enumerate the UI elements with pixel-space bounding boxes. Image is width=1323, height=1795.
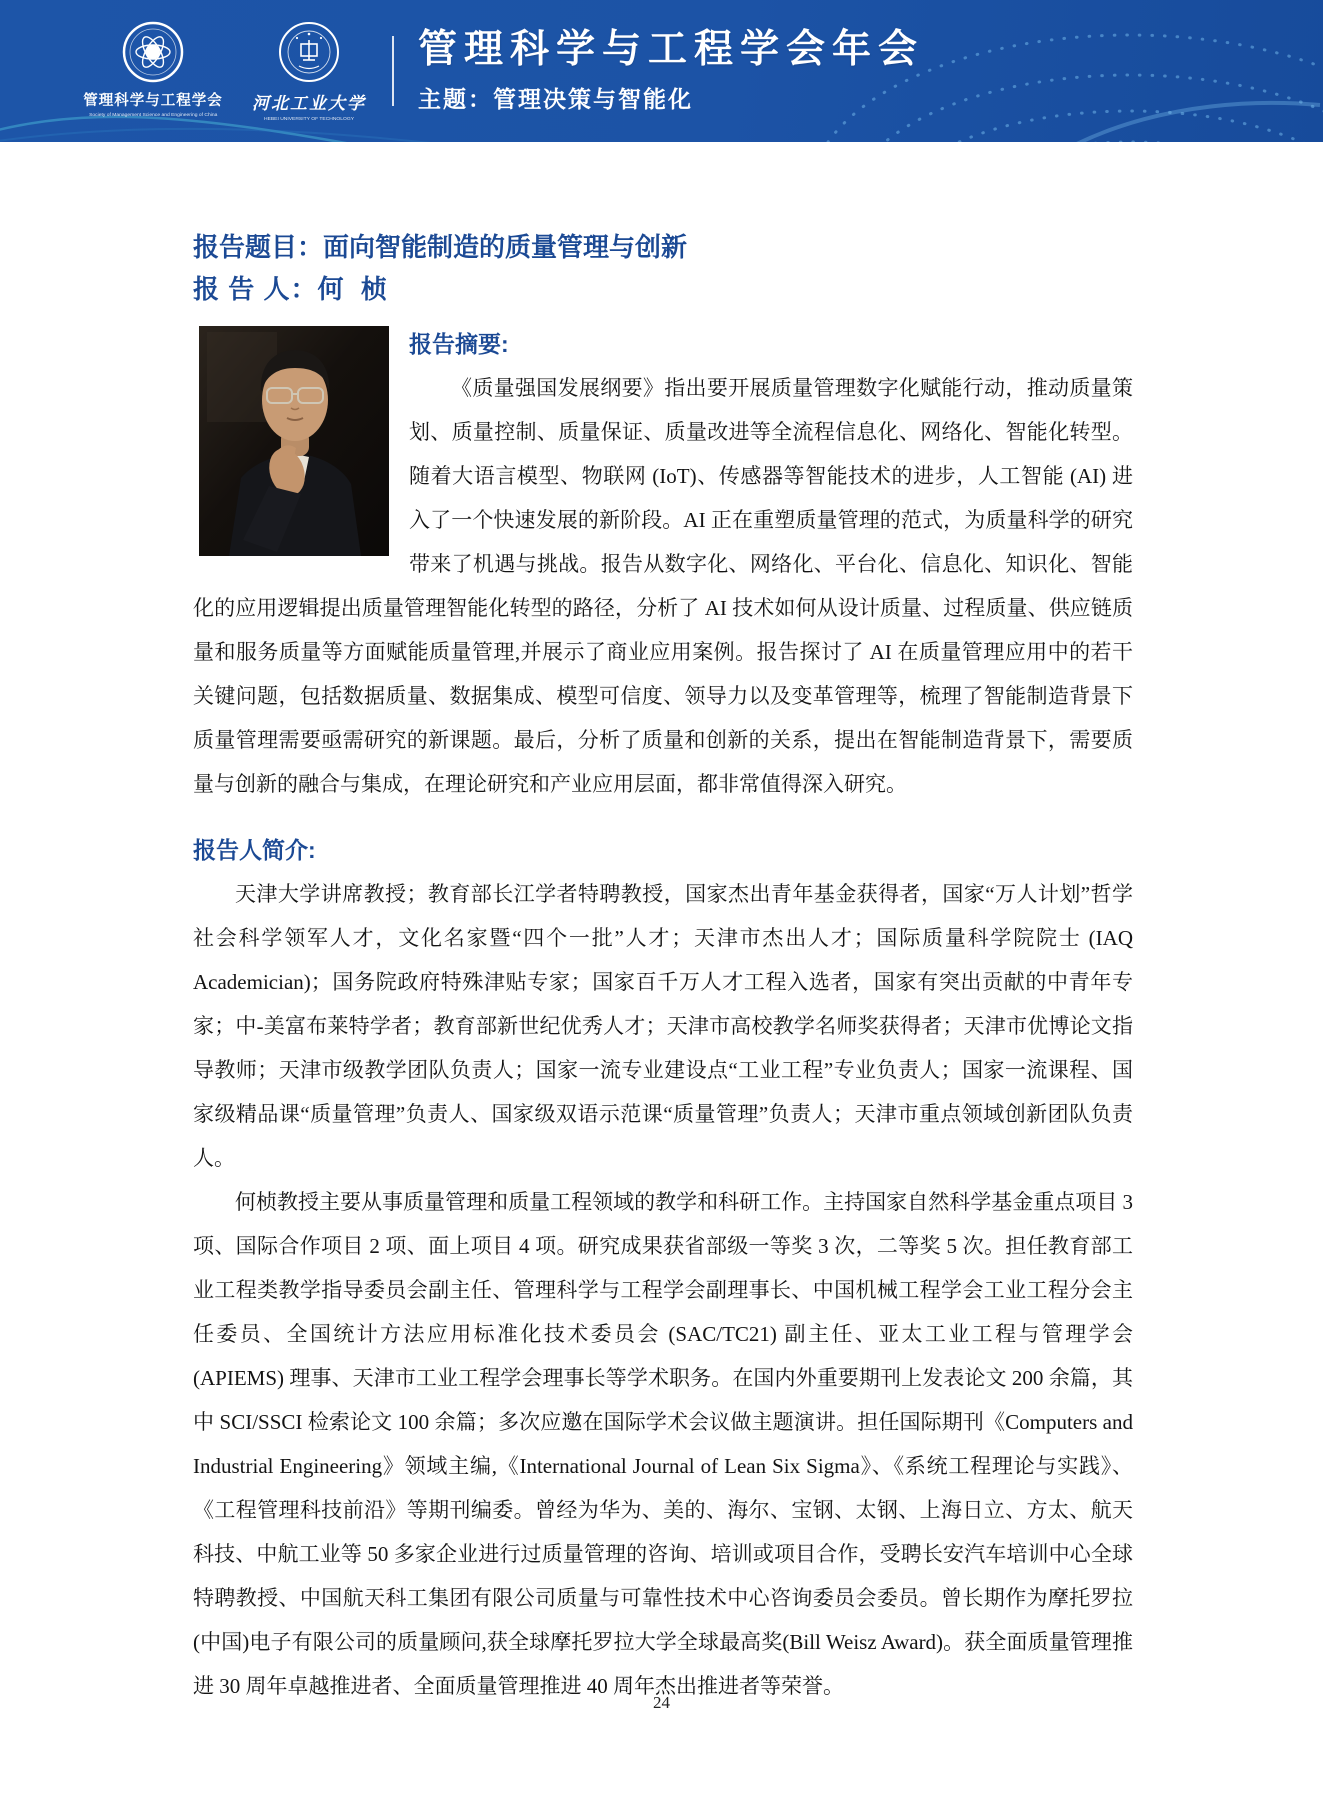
society-logo-subtext: Society of Management Science and Engineering of China — [88, 112, 218, 118]
report-content — [0, 142, 1323, 1708]
abstract-heading: 报告摘要: — [409, 331, 509, 357]
conference-banner — [0, 0, 1323, 142]
conference-theme: 主题：管理决策与智能化 — [418, 85, 693, 112]
bio-paragraph-1: 天津大学讲席教授；教育部长江学者特聘教授，国家杰出青年基金获得者，国家“万人计划”哲学社会科学领军人才，文化名家暨“四个一批”人才；天津市杰出人才；国际质量科学院院士 (IAQ Academician)；国务院政府特殊津贴专家；国家百千万人才工程入选者，国家有突出贡献的中青年专家；中-美富布莱特学者；教育部新世纪优秀人才；天津市高校教学名师奖获得者；天津市优博论文指导教师；天津市级教学团队负责人；国家一流专业建设点“工业工程”专业负责人；国家一流课程、国家级精品课“质量管理”负责人、国家级双语示范课“质量管理”负责人；天津市重点领域创新团队负责人。 — [193, 882, 1133, 1170]
page-number: 24 — [653, 1693, 670, 1712]
society-logo — [83, 20, 223, 118]
banner-titles — [418, 28, 924, 114]
report-title: 报告题目：面向智能制造的质量管理与创新 — [193, 232, 688, 262]
banner-logos — [83, 20, 374, 122]
banner-divider — [392, 36, 394, 106]
conference-title: 管理科学与工程学会年会 — [418, 28, 925, 72]
speaker-name-line: 报 告 人：何 桢 — [193, 274, 388, 304]
society-logo-label: 管理科学与工程学会 — [83, 93, 223, 109]
university-logo — [244, 20, 374, 122]
university-logo-label: 河北工业大学 — [252, 94, 366, 113]
university-seal-icon — [277, 20, 341, 84]
abstract-section — [193, 322, 1133, 806]
society-seal-icon — [121, 20, 185, 84]
speaker-photo — [199, 326, 389, 556]
university-logo-subtext: HEBEI UNIVERSITY OF TECHNOLOGY — [263, 116, 355, 122]
bio-heading: 报告人简介: — [193, 837, 316, 863]
abstract-text: 《质量强国发展纲要》指出要开展质量管理数字化赋能行动，推动质量策划、质量控制、质量保证、质量改进等全流程信息化、网络化、智能化转型。随着大语言模型、物联网 (IoT)、传感器等智能技术的进步，人工智能 (AI) 进入了一个快速发展的新阶段。AI 正在重塑质量管理的范式，为质量科学的研究带来了机遇与挑战。报告从数字化、网络化、平台化、信息化、知识化、智能化的应用逻辑提出质量管理智能化转型的路径，分析了 AI 技术如何从设计质量、过程质量、供应链质量和服务质量等方面赋能质量管理,并展示了商业应用案例。报告探讨了 AI 在质量管理应用中的若干关键问题，包括数据质量、数据集成、模型可信度、领导力以及变革管理等，梳理了智能制造背景下质量管理需要亟需研究的新课题。最后，分析了质量和创新的关系，提出在智能制造背景下，需要质量与创新的融合与集成，在理论研究和产业应用层面，都非常值得深入研究。 — [193, 376, 1133, 796]
bio-paragraph-2: 何桢教授主要从事质量管理和质量工程领域的教学和科研工作。主持国家自然科学基金重点项目 3 项、国际合作项目 2 项、面上项目 4 项。研究成果获省部级一等奖 3 次，二等奖 5 次。担任教育部工业工程类教学指导委员会副主任、管理科学与工程学会副理事长、中国机械工程学会工业工程分会主任委员、全国统计方法应用标准化技术委员会 (SAC/TC21) 副主任、亚太工业工程与管理学会 (APIEMS) 理事、天津市工业工程学会理事长等学术职务。在国内外重要期刊上发表论文 200 余篇，其中 SCI/SSCI 检索论文 100 余篇；多次应邀在国际学术会议做主题演讲。担任国际期刊《Computers and Industrial Engineering》领域主编,《International Journal of Lean Six Sigma》、《系统工程理论与实践》、《工程管理科技前沿》等期刊编委。曾经为华为、美的、海尔、宝钢、太钢、上海日立、方太、航天科技、中航工业等 50 多家企业进行过质量管理的咨询、培训或项目合作，受聘长安汽车培训中心全球特聘教授、中国航天科工集团有限公司质量与可靠性技术中心咨询委员会委员。曾长期作为摩托罗拉(中国)电子有限公司的质量顾问,获全球摩托罗拉大学全球最高奖(Bill Weisz Award)。获全面质量管理推进 30 周年卓越推进者、全面质量管理推进 40 周年杰出推进者等荣誉。 — [193, 1190, 1133, 1698]
speaker-portrait-image — [199, 326, 389, 556]
